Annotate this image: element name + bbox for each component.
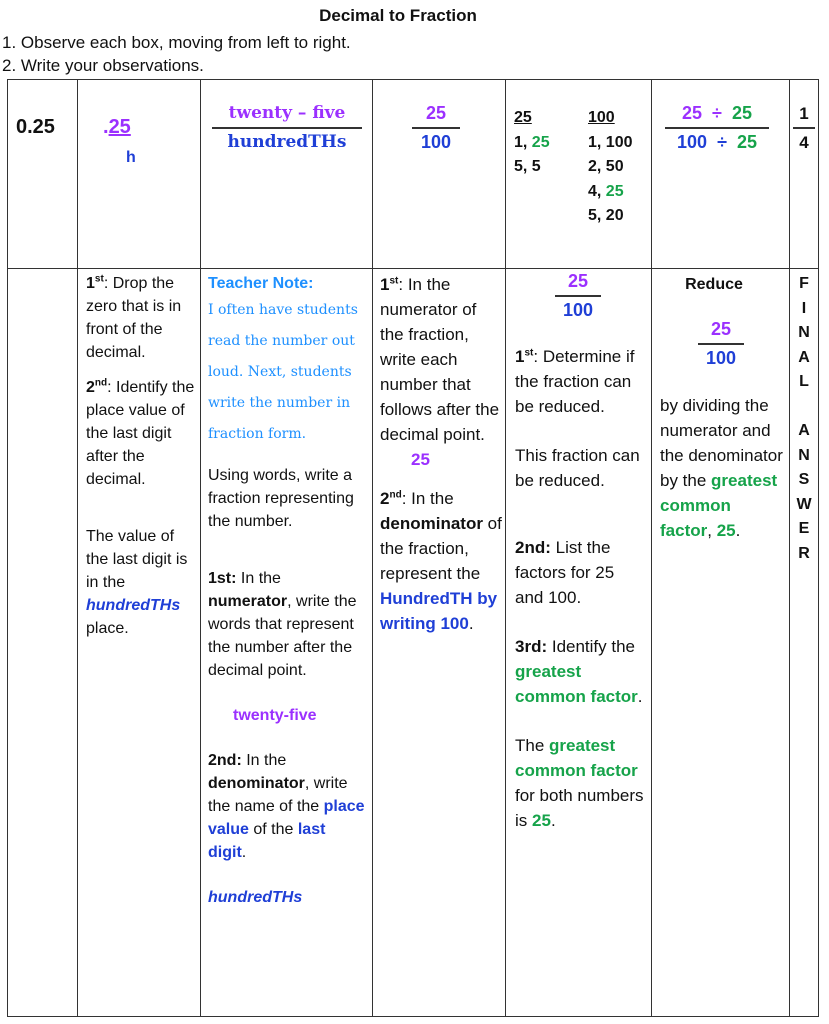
divider (505, 79, 506, 1017)
factor-row: 5, 5 (514, 158, 541, 175)
place-value-note: The value of the last digit is in the hundredTHs place. (86, 528, 188, 637)
divider (651, 79, 652, 1017)
factors-25 (514, 106, 550, 180)
place-label-h: h (126, 149, 136, 166)
fraction-numerator: 25 (412, 102, 460, 129)
step-1: 1st: In the numerator of the fraction, write each number that follows after the decimal point. (380, 275, 500, 444)
word-denominator: hundredTHs (227, 132, 347, 152)
gcf-result: The greatest common factor for both numbers is 25. (515, 736, 644, 830)
divider (77, 79, 78, 1017)
answer-numerator: 1 (793, 102, 815, 129)
answer-fraction (793, 102, 815, 154)
fraction-numerator: 25 (698, 318, 744, 345)
word-numerator: twenty – five (212, 102, 362, 129)
fraction-denominator: 100 (562, 300, 594, 320)
reduce-heading: Reduce (685, 276, 743, 293)
gcf-steps (515, 344, 647, 833)
divider (372, 79, 373, 1017)
denominator-step: 2nd: In the denominator, write the name of the place value of the last digit. (208, 752, 365, 861)
final-answer-label: F I N A L A N S W E R (796, 275, 812, 562)
step-2: 2nd: Identify the place value of the last digit after the decimal. (86, 377, 195, 488)
fraction-denominator: 100 (705, 348, 737, 368)
value-25: 25 (411, 450, 430, 469)
page-title: Decimal to Fraction (319, 6, 477, 25)
factors-100 (588, 106, 632, 229)
using-words: Using words, write a fraction representing the number. (208, 467, 354, 530)
teacher-note: I often have students read the number out loud. Next, students write the number in fraction form. (208, 302, 358, 442)
division-fraction (665, 102, 769, 154)
number-fraction (412, 102, 460, 155)
step-3: 3rd: Identify the greatest common factor. (515, 637, 643, 706)
hundredths-label: hundredTHs (208, 889, 303, 906)
word-form-steps (208, 272, 368, 909)
digits-25: 25 (108, 116, 131, 138)
factor-row: 4, 25 (588, 182, 624, 200)
fraction-denominator: 100 (420, 132, 452, 152)
step-2: 2nd: List the factors for 25 and 100. (515, 538, 615, 607)
numerator-step: 1st: In the numerator, write the words that represent the number after the decimal point. (208, 570, 357, 679)
factor-row: 1, 25 (514, 133, 550, 151)
reduce-check-fraction (555, 270, 601, 322)
factors-25-head: 25 (514, 109, 532, 126)
word-fraction (212, 102, 362, 154)
decimal-point: . (103, 116, 109, 138)
drop-zero-step (86, 272, 198, 640)
factor-row: 2, 50 (588, 158, 624, 175)
instruction-1: 1. Observe each box, moving from left to right. (2, 33, 351, 52)
twenty-five-label: twenty-five (233, 707, 317, 724)
fraction-numerator: 25 (555, 270, 601, 297)
factor-row: 1, 100 (588, 133, 633, 151)
divider (789, 79, 790, 1017)
decimal-value: 0.25 (16, 116, 55, 138)
factors-100-head: 100 (588, 109, 615, 126)
step-2: 2nd: In the denominator of the fraction, represent the HundredTH by writing 100. (380, 489, 502, 633)
answer-denominator: 4 (799, 133, 809, 152)
numerator-denominator-steps (380, 272, 502, 636)
teacher-note-label: Teacher Note: (208, 275, 314, 292)
factor-row: 5, 20 (588, 207, 624, 224)
reduce-fraction (698, 318, 744, 370)
instruction-2: 2. Write your observations. (2, 56, 204, 75)
division-denominator: 100 ÷ 25 (677, 132, 757, 152)
division-numerator: 25 ÷ 25 (665, 102, 769, 129)
divider (200, 79, 201, 1017)
reduce-explanation: by dividing the numerator and the denominator by the greatest common factor, 25. (660, 396, 783, 540)
decimal-digits (103, 116, 131, 139)
step-1: 1st: Determine if the fraction can be reduced. (515, 347, 635, 416)
divider (7, 268, 819, 269)
step-1: 1st: Drop the zero that is in front of the decimal. (86, 273, 182, 361)
can-reduce: This fraction can be reduced. (515, 446, 640, 490)
